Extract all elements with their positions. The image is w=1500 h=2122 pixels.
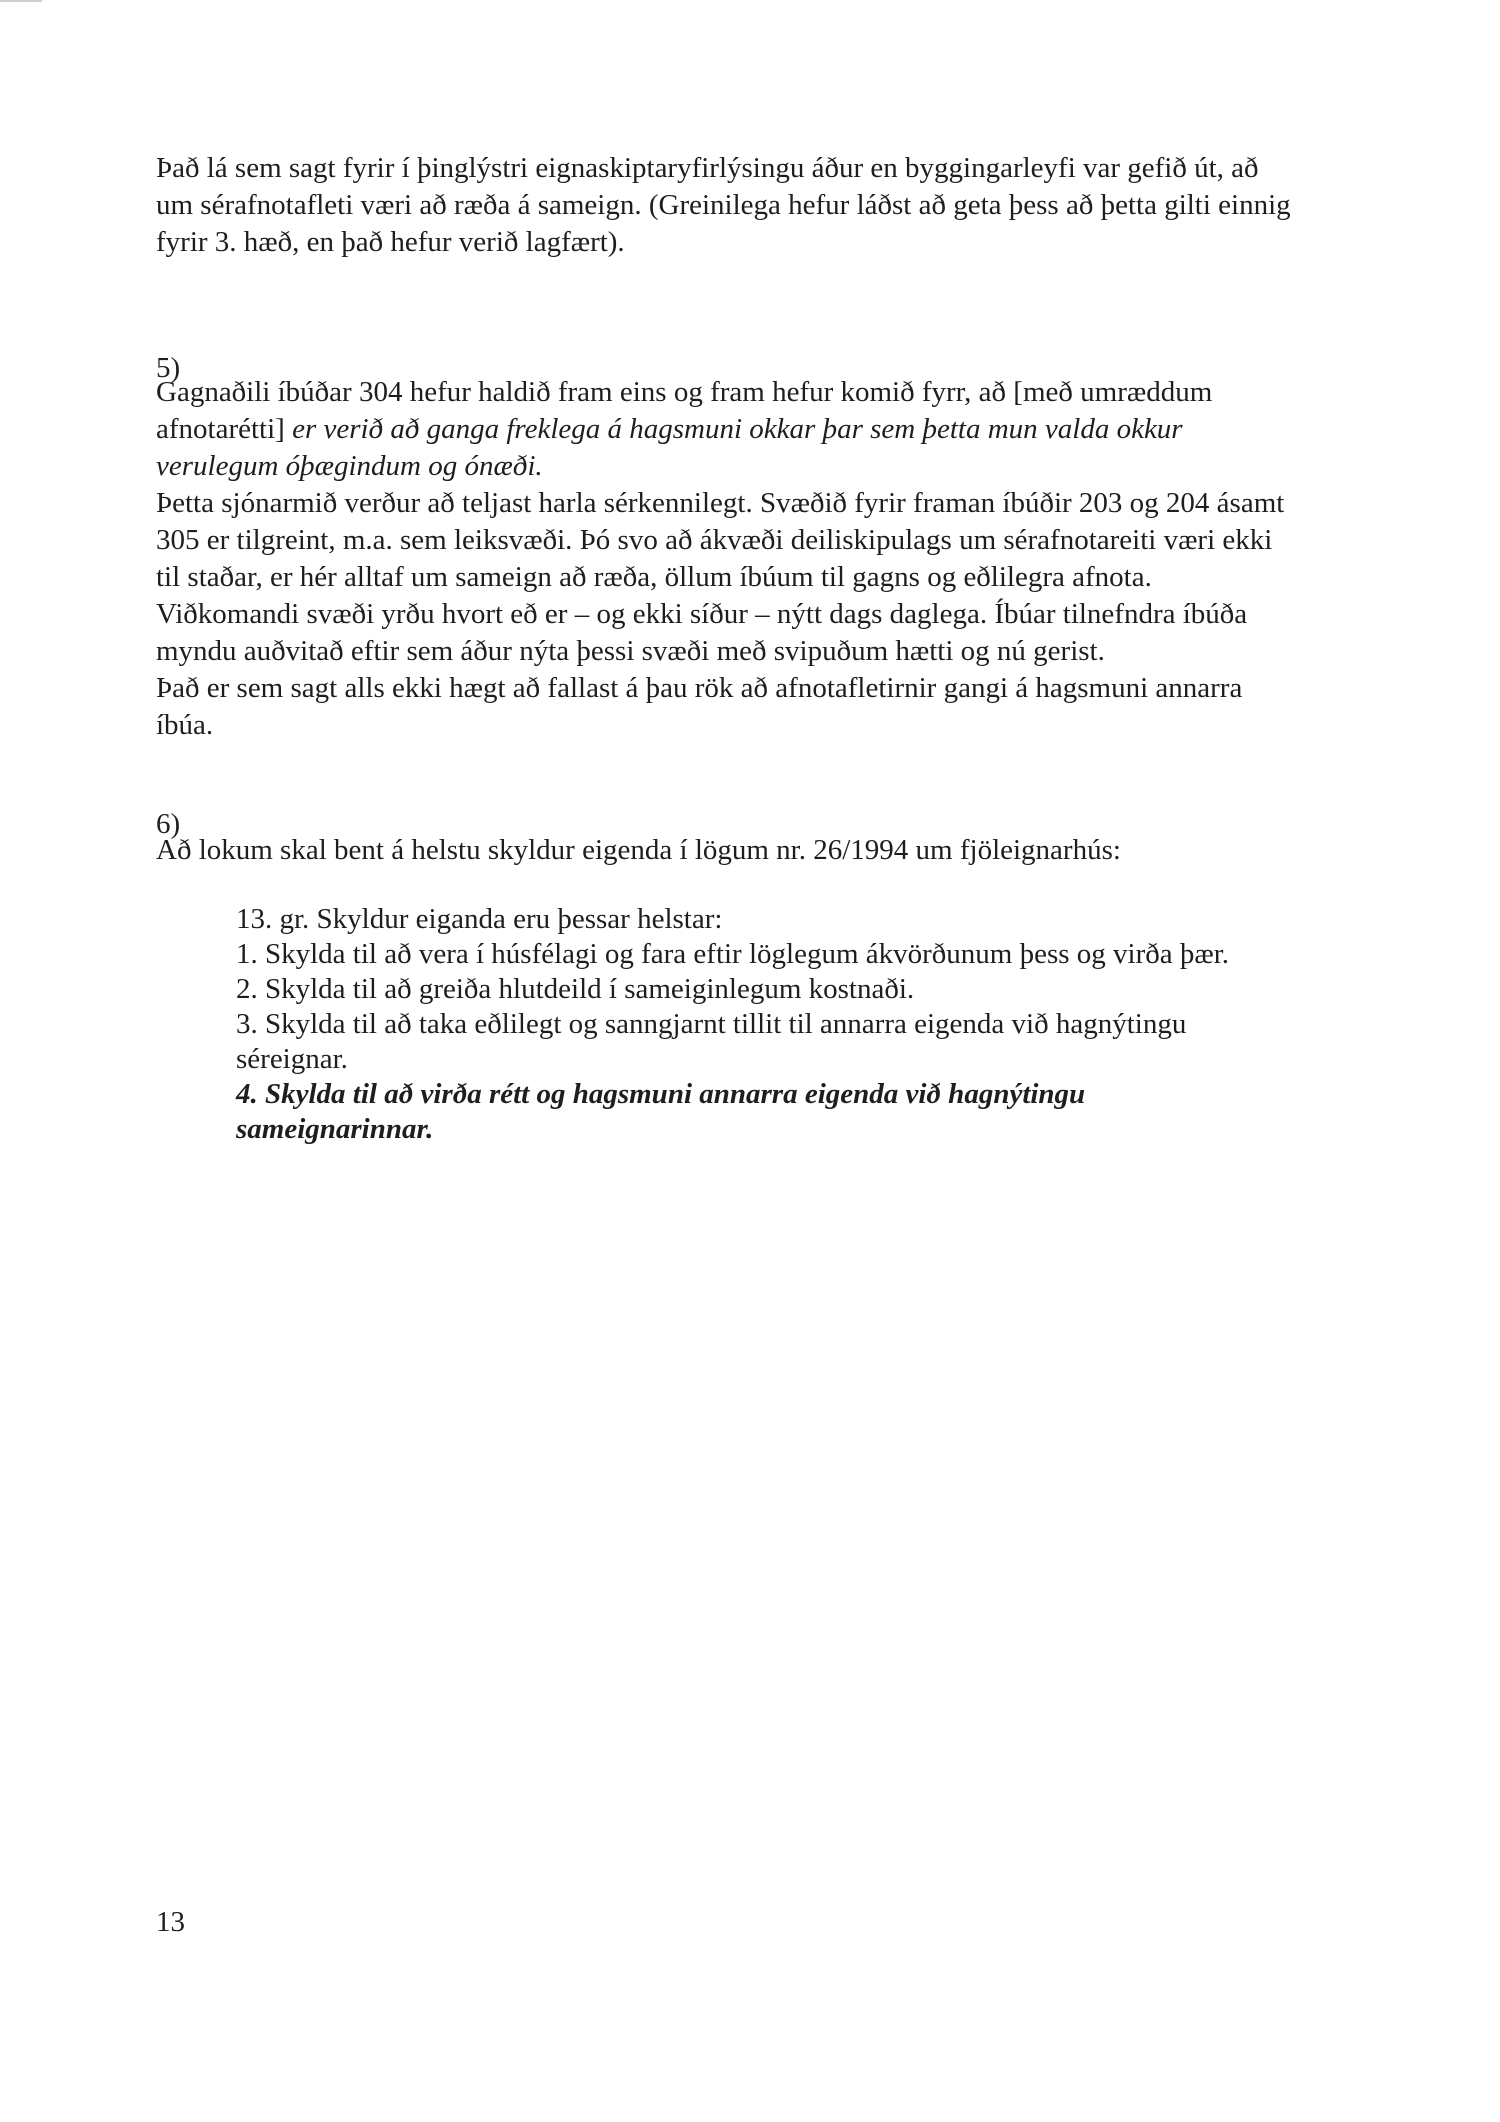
section-6-intro — [156, 832, 1296, 869]
section-6-intro-text: Að lokum skal bent á helstu skyldur eigenda í lögum nr. 26/1994 um fjöleignarhús: — [156, 834, 1121, 866]
section-6-number: 6) — [156, 808, 181, 840]
section-5-claim-quote: er verið að ganga freklega á hagsmuni okkar þar sem þetta mun valda okkur verulegum óþægindum og ónæði. — [156, 413, 1183, 482]
section-5-number: 5) — [156, 352, 181, 384]
law-heading: 13. gr. Skyldur eiganda eru þessar helstar: — [236, 903, 723, 935]
law-item-1: 1. Skylda til að vera í húsfélagi og fara eftir löglegum ákvörðunum þess og virða þær. — [236, 938, 1230, 970]
section-5-claim-lead: Gagnaðili íbúðar 304 hefur haldið fram eins og fram hefur komið fyrr, að [með umræddum afnotarétti] — [156, 376, 1213, 445]
section-5-claim — [156, 374, 1296, 485]
law-item-2: 2. Skylda til að greiða hlutdeild í sameiginlegum kostnaði. — [236, 973, 915, 1005]
opening-paragraph — [156, 150, 1296, 261]
scan-edge-mark — [0, 0, 42, 2]
page-number: 13 — [156, 1906, 185, 1938]
law-item-4-emphasized: 4. Skylda til að virða rétt og hagsmuni annarra eigenda við hagnýtingu sameignarinnar. — [236, 1078, 1086, 1145]
section-5-paragraph-2: Þetta sjónarmið verður að teljast harla sérkennilegt. Svæðið fyrir framan íbúðir 203 og 204 ásamt 305 er tilgreint, m.a. sem leiksvæði. Þó svo að ákvæði deiliskipulags um sérafnotareiti væri ekki til staðar, er hér alltaf um sameign að ræða, öllum íbúum til gagns og eðlilegra afnota. Viðkomandi svæði yrðu hvort eð er – og ekki síður – nýtt dags daglega. Íbúar tilnefndra íbúða myndu auðvitað eftir sem áður nýta þessi svæði með svipuðum hætti og nú gerist. — [156, 487, 1285, 667]
section-5 — [156, 374, 1296, 744]
law-excerpt — [236, 902, 1236, 1147]
opening-paragraph-text: Það lá sem sagt fyrir í þinglýstri eignaskiptaryfirlýsingu áður en byggingarleyfi var gefið út, að um sérafnotafleti væri að ræða á sameign. (Greinilega hefur láðst að geta þess að þetta gilti einnig fyrir 3. hæð, en það hefur verið lagfært). — [156, 152, 1291, 258]
section-5-paragraph-3: Það er sem sagt alls ekki hægt að fallast á þau rök að afnotafletirnir gangi á hagsmuni annarra íbúa. — [156, 672, 1243, 741]
law-item-3: 3. Skylda til að taka eðlilegt og sanngjarnt tillit til annarra eigenda við hagnýtingu séreignar. — [236, 1008, 1187, 1075]
